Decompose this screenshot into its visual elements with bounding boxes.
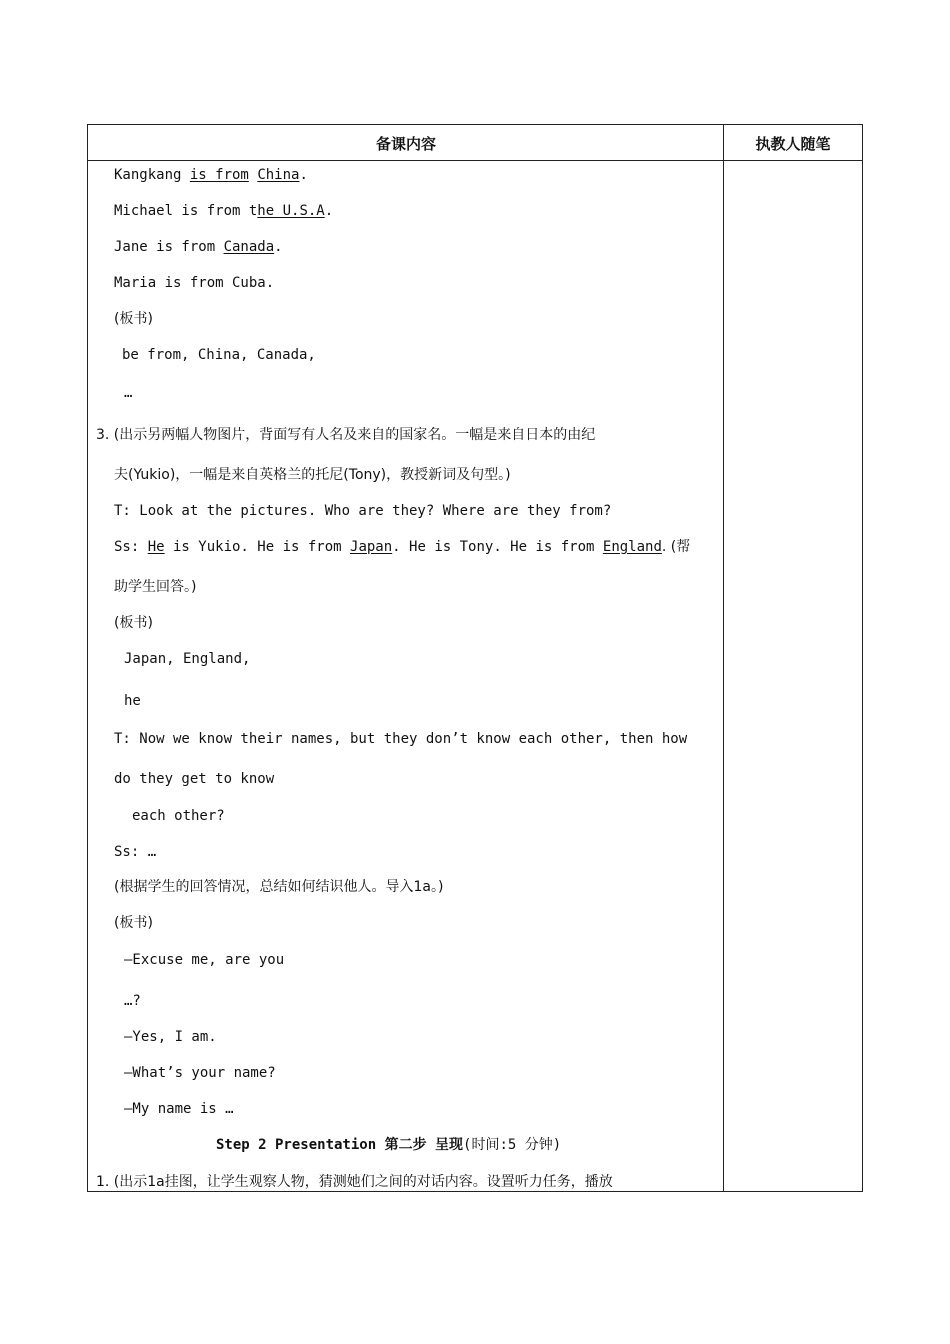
teacher-notes-cell <box>724 161 862 1191</box>
blackboard-line: —My name is … <box>124 1101 234 1117</box>
underlined-phrase: is from <box>189 167 249 183</box>
ellipsis-line: … <box>124 385 133 401</box>
header-teacher-notes: 执教人随笔 <box>755 135 831 153</box>
text-span: Michael is from t <box>114 203 258 219</box>
text-line: each other? <box>132 808 225 824</box>
text-line: Maria is from Cuba. <box>114 275 275 291</box>
blackboard-label: (板书) <box>114 615 153 631</box>
lesson-plan-table <box>87 124 863 1192</box>
step-title: Step 2 Presentation 第二步 呈现 <box>216 1137 464 1153</box>
text-span: is Yukio. He is from <box>164 539 351 555</box>
text-line: (根据学生的回答情况，总结如何结识他人。导入1a。) <box>114 879 444 895</box>
underlined-word: He <box>147 539 165 555</box>
blackboard-line: —Excuse me, are you <box>124 952 285 968</box>
text-line: T: Now we know their names, but they don’t know each other, then how <box>114 731 688 747</box>
text-line: 夫(Yukio)，一幅是来自英格兰的托尼(Tony)，教授新词及句型。) <box>114 467 511 483</box>
underlined-word: England <box>602 539 662 555</box>
blackboard-line: —Yes, I am. <box>124 1029 217 1045</box>
blackboard-line: be from, China, Canada, <box>122 347 316 363</box>
blackboard-line: Japan, England, <box>124 651 251 667</box>
underlined-word: China <box>257 167 300 183</box>
underlined-word: Canada <box>223 239 275 255</box>
text-span: Ss: <box>114 539 148 555</box>
text-line: Ss: … <box>114 844 157 860</box>
lesson-content-cell <box>88 161 723 1191</box>
blackboard-label: (板书) <box>114 311 153 327</box>
text-span: . <box>324 203 334 219</box>
text-span: Kangkang <box>114 167 190 183</box>
table-header <box>88 125 862 161</box>
text-span: Jane is from <box>114 239 224 255</box>
text-line: T: Look at the pictures. Who are they? Where are they from? <box>114 503 612 519</box>
blackboard-line: …? <box>124 993 141 1009</box>
blackboard-line: he <box>124 693 141 709</box>
step-heading <box>216 1135 561 1155</box>
underlined-word: Japan <box>350 539 393 555</box>
blackboard-label: (板书) <box>114 915 153 931</box>
text-line <box>114 165 308 185</box>
text-line <box>114 237 283 257</box>
text-line <box>114 201 333 221</box>
blackboard-line: —What’s your name? <box>124 1065 276 1081</box>
header-lesson-content: 备课内容 <box>375 135 436 153</box>
underlined-phrase: he U.S.A <box>257 203 325 219</box>
text-span: . <box>299 167 308 183</box>
text-span: . (帮 <box>661 539 691 555</box>
text-line: do they get to know <box>114 771 275 787</box>
text-span: . <box>274 239 283 255</box>
text-line <box>114 537 690 557</box>
text-line: 1. (出示1a挂图，让学生观察人物，猜测她们之间的对话内容。设置听力任务，播放 <box>96 1174 613 1190</box>
text-line: 助学生回答。) <box>114 579 197 595</box>
step-duration: (时间:5 分钟) <box>463 1137 562 1153</box>
text-line: 3. (出示另两幅人物图片，背面写有人名及来自的国家名。一幅是来自日本的由纪 <box>96 427 596 443</box>
text-span: . He is Tony. He is from <box>392 539 603 555</box>
